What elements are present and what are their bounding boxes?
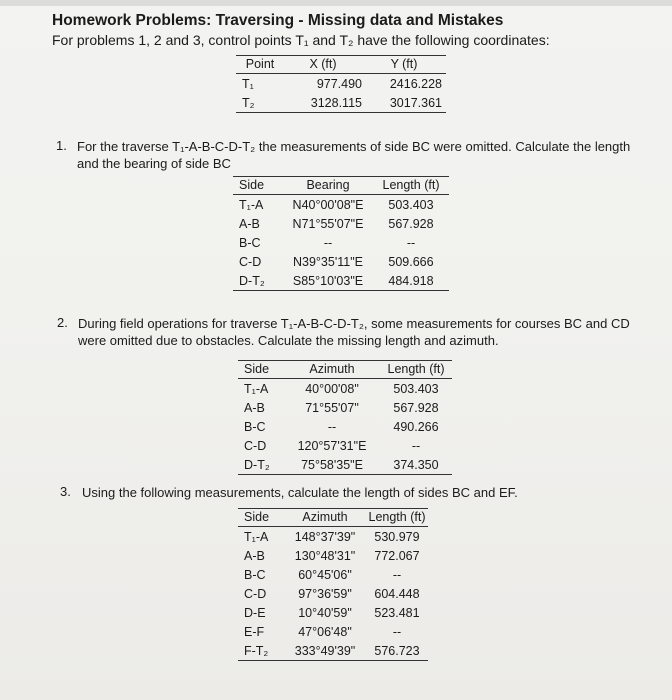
table-cell: B-C (244, 567, 266, 582)
table-cell: T₁-A (244, 381, 269, 396)
column-header: Side (233, 177, 283, 195)
table-cell: 130°48'31" (294, 548, 356, 563)
table-cell: 503.403 (388, 197, 434, 212)
problem-1-number: 1. (56, 138, 67, 153)
table-cell: D-T₂ (233, 271, 283, 291)
table-row (233, 252, 449, 271)
control-points-table (236, 55, 446, 113)
table-row (236, 93, 446, 113)
table-cell: B-C (239, 235, 261, 250)
problem-2-number: 2. (57, 315, 68, 330)
table-row (233, 233, 449, 252)
table-cell: 509.666 (388, 254, 434, 269)
table-row (236, 74, 446, 94)
problem-2-text: During field operations for traverse T₁-A-B-C-D-T₂, some measurements for courses BC and CD were omitted due to obstacles. Calculate the missing length and azimuth. (78, 316, 630, 348)
table-cell: -- (323, 235, 333, 250)
column-header: X (ft) (284, 56, 362, 74)
table-header-row (238, 361, 452, 379)
table-cell: 530.979 (374, 529, 420, 544)
table-cell: T₁-A (244, 529, 269, 544)
table-cell: -- (392, 624, 402, 639)
table-row (238, 584, 428, 603)
table-cell: A-B (244, 548, 265, 563)
table-cell: N39°35'11"E (293, 254, 363, 269)
table-cell: N71°55'07"E (292, 216, 364, 231)
column-header: Point (236, 56, 284, 74)
table-cell: -- (327, 419, 337, 434)
problem-2-table (238, 360, 452, 475)
table-cell: D-E (244, 605, 266, 620)
table-cell: 576.723 (366, 641, 428, 661)
table-cell: 40°00'08" (305, 381, 359, 396)
problem-3-table (238, 508, 428, 661)
table-cell: C-D (244, 438, 267, 453)
problem-3-number: 3. (60, 484, 71, 499)
table-cell: T₁ (242, 76, 254, 91)
table-cell: B-C (244, 419, 266, 434)
table-cell: 120°57'31"E (297, 438, 367, 453)
column-header: Bearing (283, 177, 373, 195)
table-cell: S85°10'03"E (283, 271, 373, 291)
table-cell: 567.928 (388, 216, 434, 231)
table-cell: C-D (239, 254, 262, 269)
column-header: Y (ft) (362, 56, 446, 74)
table-row (233, 195, 449, 215)
problem-1-table (233, 176, 449, 291)
table-cell: 2416.228 (389, 76, 442, 91)
table-cell: 772.067 (374, 548, 420, 563)
table-cell: -- (392, 567, 402, 582)
table-cell: 503.403 (393, 381, 439, 396)
table-cell: 333°49'39" (284, 641, 366, 661)
table-cell: 71°55'07" (305, 400, 359, 415)
table-cell: T₁-A (239, 197, 264, 212)
column-header: Length (ft) (373, 177, 449, 195)
column-header: Azimuth (284, 361, 380, 379)
table-cell: 977.490 (316, 76, 362, 91)
table-row (233, 214, 449, 233)
table-cell: 47°06'48" (298, 624, 352, 639)
page-subtitle: For problems 1, 2 and 3, control points T₁ and T₂ have the following coordinates: (52, 32, 550, 48)
problem-1-text: For the traverse T₁-A-B-C-D-T₂ the measurements of side BC were omitted. Calculate the length and the bearing of side BC (77, 139, 631, 171)
table-cell: 484.918 (373, 271, 449, 291)
column-header: Length (ft) (366, 509, 428, 527)
table-cell: 3128.115 (284, 93, 362, 113)
table-row (238, 622, 428, 641)
table-cell: -- (411, 438, 421, 453)
table-row (238, 565, 428, 584)
table-cell: E-F (244, 624, 265, 639)
table-row (238, 379, 452, 399)
table-row (238, 603, 428, 622)
table-cell: A-B (244, 400, 265, 415)
table-cell: C-D (244, 586, 267, 601)
table-cell: 374.350 (380, 455, 452, 475)
table-row (233, 271, 449, 291)
table-cell: 3017.361 (362, 93, 446, 113)
table-cell: 75°58'35"E (284, 455, 380, 475)
table-row (238, 546, 428, 565)
table-cell: 60°45'06" (298, 567, 352, 582)
table-cell: N40°00'08"E (292, 197, 364, 212)
cropped-header-strip (0, 0, 672, 6)
table-cell: T₂ (236, 93, 284, 113)
column-header: Azimuth (284, 509, 366, 527)
column-header: Side (238, 509, 284, 527)
table-cell: 523.481 (374, 605, 420, 620)
page-title: Homework Problems: Traversing - Missing data and Mistakes (52, 12, 504, 29)
table-header-row (233, 177, 449, 195)
table-cell: 567.928 (393, 400, 439, 415)
table-cell: D-T₂ (238, 455, 284, 475)
table-row (238, 398, 452, 417)
table-header-row (238, 509, 428, 527)
table-cell: 148°37'39" (294, 529, 356, 544)
table-row (238, 641, 428, 661)
table-cell: -- (406, 235, 416, 250)
table-row (238, 436, 452, 455)
table-cell: A-B (239, 216, 260, 231)
table-row (238, 527, 428, 547)
table-header-row (236, 56, 446, 74)
table-cell: 490.266 (393, 419, 439, 434)
column-header: Length (ft) (380, 361, 452, 379)
table-cell: 97°36'59" (298, 586, 352, 601)
column-header: Side (238, 361, 284, 379)
table-row (238, 417, 452, 436)
table-cell: 10°40'59" (298, 605, 352, 620)
problem-3-text: Using the following measurements, calculate the length of sides BC and EF. (82, 485, 518, 500)
table-row (238, 455, 452, 475)
table-cell: 604.448 (374, 586, 420, 601)
table-cell: F-T₂ (238, 641, 284, 661)
